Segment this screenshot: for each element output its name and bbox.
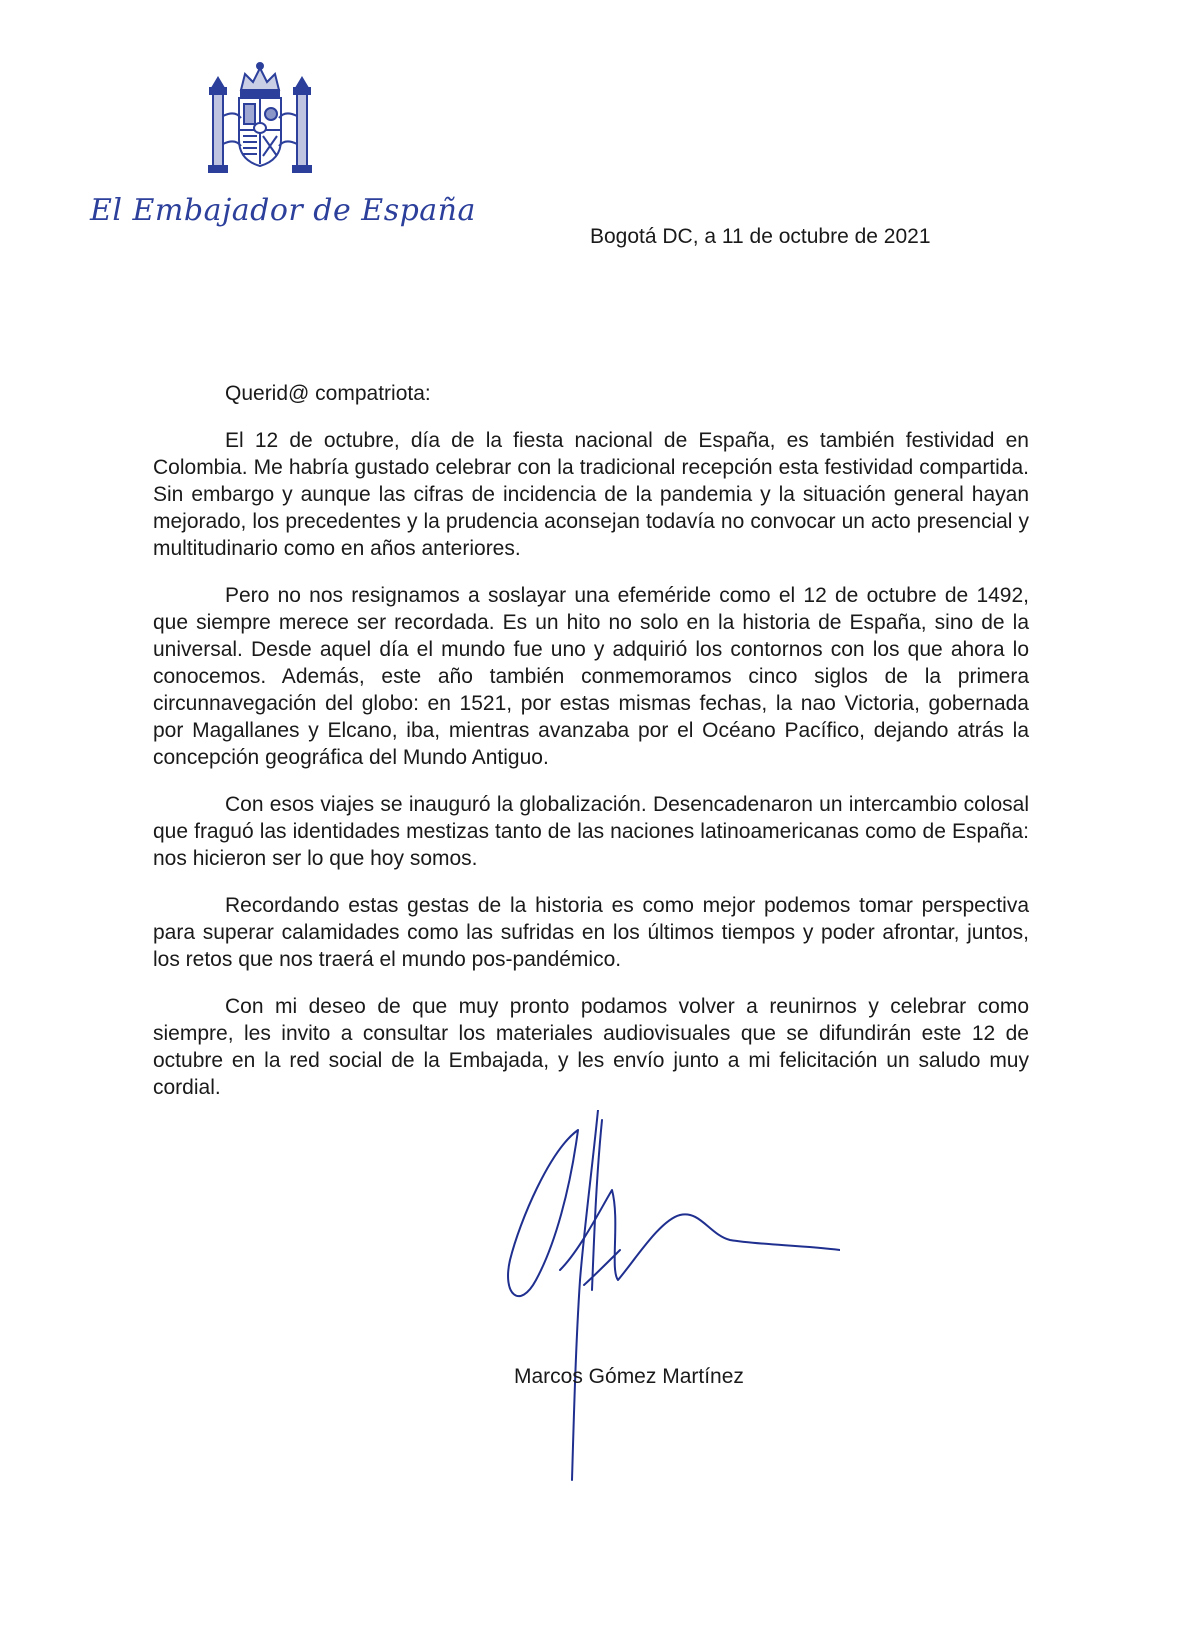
paragraph: Pero no nos resignamos a soslayar una efeméride como el 12 de octubre de 1492, que siempre merece ser recordada. Es un hito no solo en la historia de España, sino de la universal. Desde aquel día el mundo fue uno y adquirió los contornos con los que ahora lo conocemos. Además, este año también conmemoramos cinco siglos de la primera circunnavegación del globo: en 1521, por estas mismas fechas, la nao Victoria, gobernada por Magallanes y Elcano, iba, mientras avanzaba por el Océano Pacífico, dejando atrás la concepción geográfica del Mundo Antiguo.	[153, 584, 1029, 769]
letter-date: Bogotá DC, a 11 de octubre de 2021	[590, 225, 931, 248]
letter-body	[153, 380, 1029, 1121]
paragraph: Con mi deseo de que muy pronto podamos volver a reunirnos y celebrar como siempre, les invito a consultar los materiales audiovisuales que se difundirán este 12 de octubre en la red social de la Embajada, y les envío junto a mi felicitación un saludo muy cordial.	[153, 995, 1029, 1099]
letterhead-title: El Embajador de España	[90, 193, 476, 228]
paragraph: Recordando estas gestas de la historia es como mejor podemos tomar perspectiva para superar calamidades como las sufridas en los últimos tiempos y poder afrontar, juntos, los retos que nos traerá el mundo pos-pandémico.	[153, 894, 1029, 971]
signer-name: Marcos Gómez Martínez	[514, 1365, 744, 1388]
coat-of-arms-icon	[205, 60, 315, 180]
signature-icon	[500, 1110, 840, 1490]
salutation: Querid@ compatriota:	[225, 382, 431, 405]
paragraph: El 12 de octubre, día de la fiesta nacional de España, es también festividad en Colombia. Me habría gustado celebrar con la tradicional recepción esta festividad compartida. Sin embargo y aunque las cifras de incidencia de la pandemia y la situación general hayan mejorado, los precedentes y la prudencia aconsejan todavía no convocar un acto presencial y multitudinario como en años anteriores.	[153, 429, 1029, 560]
paragraph: Con esos viajes se inauguró la globalización. Desencadenaron un intercambio colosal que fraguó las identidades mestizas tanto de las naciones latinoamericanas como de España: nos hicieron ser lo que hoy somos.	[153, 793, 1029, 870]
